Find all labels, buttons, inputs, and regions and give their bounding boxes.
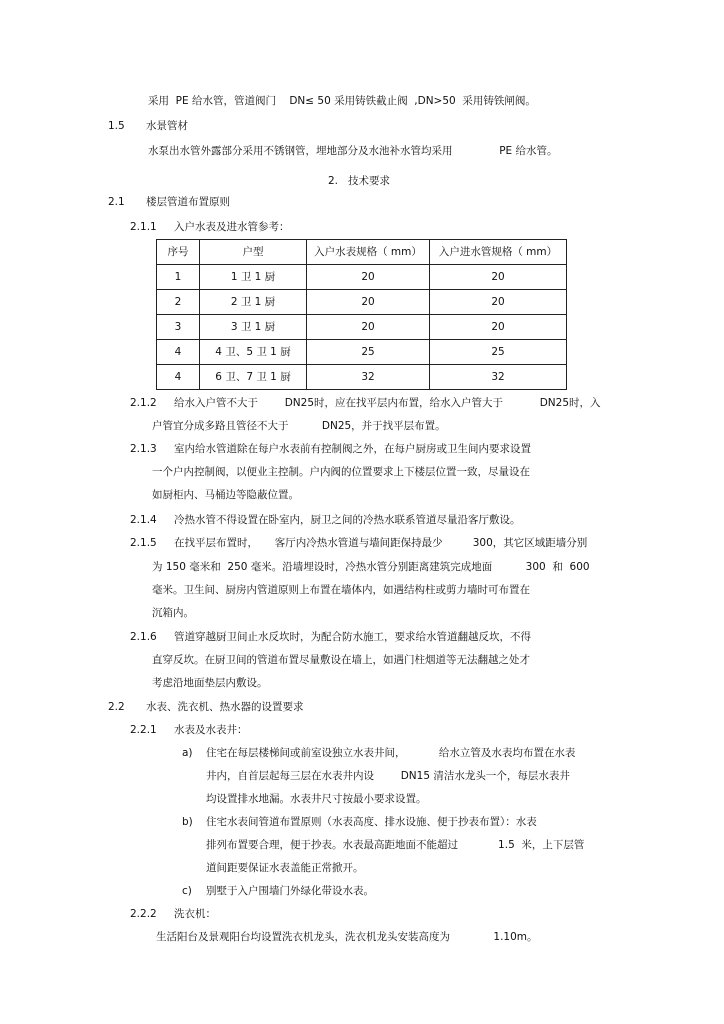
table-row: [157, 315, 567, 340]
subsection-number: 2.1.5: [130, 537, 157, 549]
list-label: b): [182, 816, 193, 828]
table-cell: 2 卫 1 厨: [200, 290, 307, 315]
list-item-line: 均设置排水地漏。水表井尺寸按最小要求设置。: [206, 793, 427, 805]
list-item-line: 住宅水表间管道布置原则（水表高度、排水设施、便于抄表布置）：水表: [206, 816, 537, 828]
table-cell: 20: [430, 265, 567, 290]
table-cell: 32: [430, 365, 567, 390]
list-item-line: 道间距要保证水表盖能正常掀开。: [206, 862, 364, 874]
table-row: [157, 290, 567, 315]
table-header-cell: 序号: [157, 240, 200, 265]
subsection-number: 2.1.1: [130, 221, 157, 233]
table-cell: 20: [430, 290, 567, 315]
paragraph-line: 户管宜分成多路且管径不大于 DN25，并于找平层布置。: [152, 420, 446, 432]
paragraph-line: 毫米。卫生间、厨房内管道原则上布置在墙体内，如遇结构柱或剪力墙时可布置在: [152, 584, 530, 596]
paragraph-line: 生活阳台及景观阳台均设置洗衣机龙头，洗衣机龙头安装高度为 1.10m。: [156, 931, 538, 943]
list-item-line: 井内，自首层起每三层在水表井内设 DN15 清洁水龙头一个，每层水表井: [206, 770, 570, 782]
section-number: 1.5: [108, 120, 125, 132]
paragraph-line: 水泵出水管外露部分采用不锈钢管，埋地部分及水池补水管均采用 PE 给水管。: [148, 145, 558, 157]
paragraph-line: 冷热水管不得设置在卧室内，厨卫之间的冷热水联系管道尽量沿客厅敷设。: [174, 514, 521, 526]
table-header-row: [157, 240, 567, 265]
table-cell: 20: [307, 290, 430, 315]
subsection-number: 2.1.3: [130, 443, 157, 455]
table-cell: 20: [307, 265, 430, 290]
table-cell: 4: [157, 365, 200, 390]
paragraph-line: 给水入户管不大于 DN25时，应在找平层内布置，给水入户管大于 DN25时，入: [174, 397, 601, 409]
table-cell: 1: [157, 265, 200, 290]
list-label: c): [182, 885, 192, 897]
subsection-number: 2.2.2: [130, 908, 157, 920]
table-header-cell: 户型: [200, 240, 307, 265]
table-cell: 25: [430, 340, 567, 365]
paragraph-line: 直穿反坎。在厨卫间的管道布置尽量敷设在墙上，如遇门柱烟道等无法翻越之处才: [152, 654, 530, 666]
table-row: [157, 365, 567, 390]
table-row: [157, 340, 567, 365]
section-title: 楼层管道布置原则: [146, 196, 230, 208]
chapter-title: 2. 技术要求: [328, 175, 391, 187]
table-cell: 4 卫、5 卫 1 厨: [200, 340, 307, 365]
paragraph-line: 一个户内控制阀，以便业主控制。户内阀的位置要求上下楼层位置一致，尽量设在: [152, 466, 530, 478]
table-cell: 2: [157, 290, 200, 315]
intro-line: 采用 PE 给水管，管道阀门 DN≤ 50 采用铸铁截止阀 ,DN>50 采用铸铁闸阀。: [148, 95, 536, 107]
paragraph-line: 室内给水管道除在每户水表前有控制阀之外，在每户厨房或卫生间内要求设置: [174, 443, 531, 455]
subsection-title: 入户水表及进水管参考：: [174, 221, 290, 233]
table-cell: 20: [307, 315, 430, 340]
water-meter-spec-table: [156, 239, 567, 390]
subsection-number: 2.1.6: [130, 631, 157, 643]
table-cell: 25: [307, 340, 430, 365]
table-cell: 32: [307, 365, 430, 390]
paragraph-line: 沉箱内。: [152, 607, 194, 619]
table-row: [157, 265, 567, 290]
subsection-title: 洗衣机：: [174, 908, 216, 920]
subsection-number: 2.2.1: [130, 724, 157, 736]
table-cell: 1 卫 1 厨: [200, 265, 307, 290]
list-label: a): [182, 747, 193, 759]
subsection-title: 水表及水表井：: [174, 724, 248, 736]
table-cell: 20: [430, 315, 567, 340]
paragraph-line: 如厨柜内、马桶边等隐蔽位置。: [152, 489, 299, 501]
subsection-number: 2.1.2: [130, 397, 157, 409]
section-title: 水景管材: [146, 120, 188, 132]
paragraph-line: 为 150 毫米和 250 毫米。沿墙埋设时，冷热水管分别距离建筑完成地面 300 和 600: [152, 561, 590, 573]
paragraph-line: 管道穿越厨卫间止水反坎时，为配合防水施工，要求给水管道翻越反坎，不得: [174, 631, 531, 643]
list-item-line: 别墅于入户围墙门外绿化带设水表。: [206, 885, 374, 897]
table-cell: 4: [157, 340, 200, 365]
subsection-number: 2.1.4: [130, 514, 157, 526]
section-title: 水表、洗衣机、热水器的设置要求: [146, 701, 304, 713]
list-item-line: 排列布置要合理，便于抄表。水表最高距地面不能超过 1.5 米，上下层管: [206, 839, 585, 851]
paragraph-line: 考虑沿地面垫层内敷设。: [152, 677, 268, 689]
table-cell: 3: [157, 315, 200, 340]
paragraph-line: 在找平层布置时， 客厅内冷热水管道与墙间距保持最少 300，其它区域距墙分别: [174, 537, 588, 549]
table-header-cell: 入户进水管规格（ mm）: [430, 240, 567, 265]
list-item-line: 住宅在每层楼梯间或前室设独立水表井间， 给水立管及水表均布置在水表: [206, 747, 576, 759]
table-header-cell: 入户水表规格（ mm）: [307, 240, 430, 265]
table-cell: 6 卫、7 卫 1 厨: [200, 365, 307, 390]
section-number: 2.2: [108, 701, 125, 713]
table-cell: 3 卫 1 厨: [200, 315, 307, 340]
section-number: 2.1: [108, 196, 125, 208]
